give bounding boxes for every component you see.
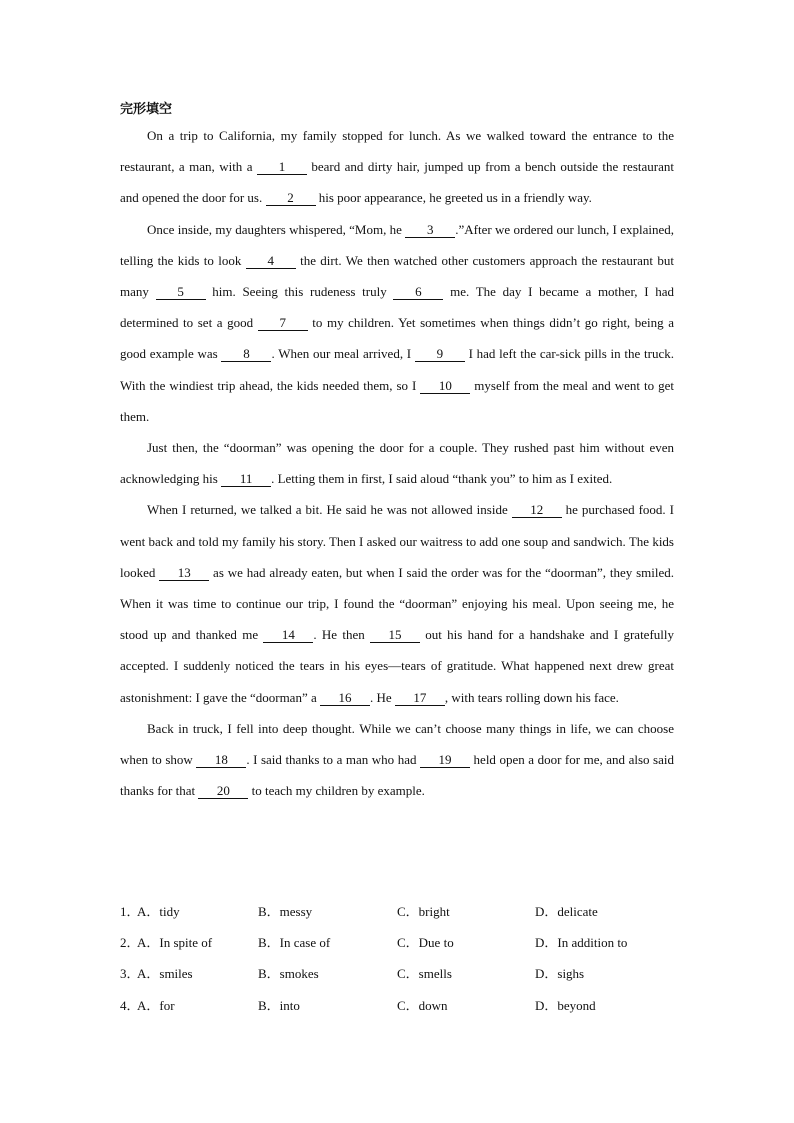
blank-3: 3 [405,223,455,238]
passage-text: . When our meal arrived, I [271,346,415,362]
option-a: A．for [137,997,175,1013]
passage-text: . Letting them in first, I said aloud “thank you” to him as I exited. [271,471,613,487]
blank-10: 10 [420,379,470,394]
option-d: D．In addition to [535,935,628,951]
passage-text: Once inside, my daughters whispered, “Mom, he [147,221,406,237]
passage-text: , with tears rolling down his face. [444,689,619,705]
blank-7: 7 [258,316,308,331]
option-c: C．Due to [397,935,454,951]
passage-text: his poor appearance, he greeted us in a friendly way. [315,190,592,206]
paragraph-2 [120,214,674,432]
blank-13: 13 [159,566,209,581]
option-a: A．tidy [137,904,180,919]
passage-text: . I said thanks to a man who had [246,752,421,768]
passage-text: held open a door for me, and also said thanks for that [120,752,675,799]
option-a: A．In spite of [137,935,213,951]
passage-text: the dirt. We then watched other customers approach the restaurant but many [120,252,674,300]
answer-options [120,896,680,1021]
passage-text: me. The day I became a mother, I had determined to set a good [120,284,674,331]
paragraph-3 [120,432,674,494]
blank-6: 6 [393,285,443,300]
option-b: B．into [258,997,300,1013]
option-c: C．bright [397,904,450,919]
passage-text: out his hand for a handshake and I gratefully accepted. I suddenly noticed the tears in his eyes—tears of gratitude. What happened next drew great astonishment: I gave the “doorman” a [120,627,675,705]
blank-5: 5 [156,285,206,300]
blank-12: 12 [512,503,562,518]
blank-15: 15 [370,628,420,643]
option-b: B．messy [258,904,313,919]
blank-18: 18 [196,753,246,768]
passage-text: I had left the car-sick pills in the truck. With the windiest trip ahead, the kids needed them, so I [120,346,674,393]
blank-8: 8 [221,347,271,362]
paragraph-5 [120,713,674,807]
passage-text: him. Seeing this rudeness truly [205,284,394,300]
passage-text: to my children. Yet sometimes when things didn’t go right, being a good example was [120,315,674,362]
paragraph-1 [120,120,674,214]
question-number: 4． [120,997,140,1013]
option-c: C．down [397,997,448,1013]
passage-text: he purchased food. I went back and told my family his story. Then I asked our waitress to add one soup and sandwich. The kids looked [120,502,674,580]
passage-text: Just then, the “doorman” was opening the door for a couple. They rushed past him without even acknowledging his [120,440,674,487]
blank-1: 1 [257,160,307,175]
blank-20: 20 [198,784,248,799]
question-4-options [120,990,680,1021]
question-2-options [120,927,680,958]
blank-14: 14 [263,628,313,643]
question-number: 2． [120,935,140,951]
cloze-passage [120,120,674,806]
passage-text: . He [370,689,395,705]
passage-text: Back in truck, I fell into deep thought. While we can’t choose many things in life, we can choose when to show [120,720,674,768]
option-c: C．smells [397,966,452,982]
paragraph-4 [120,494,674,712]
passage-text: as we had already eaten, but when I said the order was for the “doorman”, they smiled. When it was time to continue our trip, I found the “doorman” enjoying his meal. Upon seeing me, he stood up and thanked me [120,564,674,643]
question-3-options [120,958,680,989]
blank-17: 17 [395,691,445,706]
question-number: 1． [120,904,140,919]
passage-text: When I returned, we talked a bit. He said he was not allowed inside [147,502,512,518]
option-d: D．delicate [535,904,598,919]
question-1-options [120,896,680,927]
passage-text: to teach my children by example. [248,783,425,799]
option-d: D．sighs [535,966,585,982]
blank-2: 2 [266,191,316,206]
option-d: D．beyond [535,997,596,1013]
passage-text: . He then [313,627,371,643]
question-number: 3． [120,966,140,982]
option-b: B．In case of [258,935,331,951]
blank-11: 11 [221,472,271,487]
option-b: B．smokes [258,966,319,982]
passage-text: On a trip to California, my family stopped for lunch. As we walked toward the entrance to the restaurant, a man, with a [120,128,674,175]
passage-text: myself from the meal and went to get them. [120,377,674,424]
blank-16: 16 [320,691,370,706]
blank-9: 9 [415,347,465,362]
blank-19: 19 [420,753,470,768]
section-heading: 完形填空 [120,102,173,117]
passage-text: beard and dirty hair, jumped up from a bench outside the restaurant and opened the door for us. [120,159,674,206]
passage-text: .”After we ordered our lunch, I explained, telling the kids to look [120,221,674,268]
blank-4: 4 [246,254,296,269]
option-a: A．smiles [137,966,193,982]
